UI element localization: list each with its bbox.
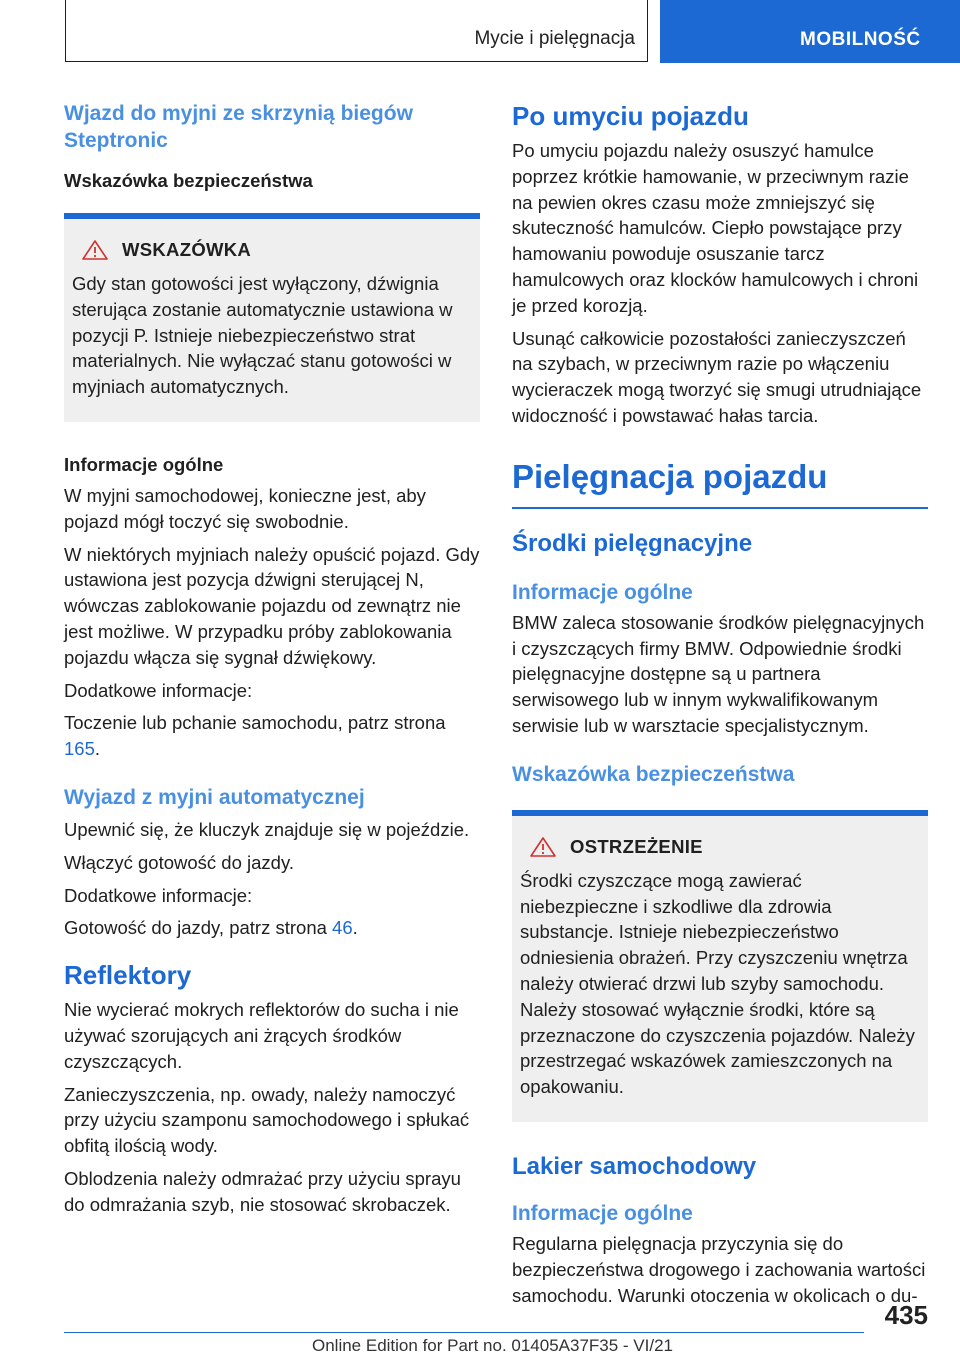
paragraph: Usunąć całkowicie pozostałości zanieczyszczeń na szybach, w przeciwnym razie po włączeniu wycieraczek mogą tworzyć się smugi utrudniające widoczność i powstawać hałas tarcia. [512,327,922,426]
notice-title: WSKAZÓWKA [122,239,252,260]
page-link-165[interactable]: 165 [64,738,95,760]
paragraph-with-link [64,915,480,941]
paragraph: BMW zaleca stosowanie środków pielęgnacyjnych i czyszczących firmy BMW. Odpowiednie środki pielęgnacyjne dostępne są u partnera serwisowego lub w innym wykwalifikowanym serwisie lub w warsztacie specjalistycznym. [512,611,925,736]
warning-triangle-icon [74,239,116,261]
warning-title: OSTRZEŻENIE [570,835,703,857]
heading-general-info: Informacje ogólne [512,580,693,604]
edition-info: Online Edition for Part no. 01405A37F35 - VI/21 [312,1336,674,1355]
punctuation: . [94,738,101,760]
heading-steptronic-entry: Wjazd do myjni ze skrzynią biegów Steptronic [64,102,413,152]
paragraph-with-link [64,710,480,762]
heading-paint: Lakier samochodowy [512,1152,757,1180]
safety-note-label: Wskazówka bezpieczeństwa [64,170,313,191]
heading-safety-note: Wskazówka bezpieczeństwa [512,762,795,786]
heading-exit-car-wash: Wyjazd z myjni automatycznej [64,785,365,809]
paragraph: Regularna pielęgnacja przyczynia się do bezpieczeństwa drogowego i zachowania wartości samochodu. Warunki otoczenia w okolicach o du- [512,1232,926,1306]
heading-care-products: Środki pielęgnacyjne [512,529,753,557]
notice-text: Gdy stan gotowości jest wyłączony, dźwignia sterująca zostanie automatycznie ustawiona w pozycji P. Istnieje niebezpieczeństwo strat materialnych. Nie wyłączać stanu gotowości w myjniach automatycznych. [72,273,453,398]
paragraph: Oblodzenia należy odmrażać przy użyciu sprayu do odmrażania szyb, nie stosować skrobaczek. [64,1167,461,1215]
notice-box [64,213,480,422]
chapter-tab[interactable] [660,0,960,63]
heading-general-info: Informacje ogólne [512,1201,693,1225]
warning-triangle-icon [522,836,564,858]
warning-box [512,810,928,1122]
punctuation: . [352,917,358,939]
page-number: 435 [884,1300,928,1330]
paragraph: Po umyciu pojazdu należy osuszyć hamulce poprzez krótkie hamowanie, w przeciwnym razie na pewien okres czasu może zmniejszyć się skuteczność hamulców. Ciepło powstające przy hamowaniu powoduje osuszanie tarcz hamulcowych oraz klocków hamulcowych i chroni je przed korozją. [512,140,919,316]
header-frame [65,0,648,62]
paragraph: Zanieczyszczenia, np. owady, należy namoczyć przy użyciu szamponu samochodowego i spłukać obfitą ilością wody. [64,1083,470,1157]
footer-divider [64,1332,864,1333]
paragraph-text: Gotowość do jazdy, patrz strona [64,917,333,939]
warning-text: Środki czyszczące mogą zawierać niebezpieczne i szkodliwe dla zdrowia substancje. Istnieje niebezpieczeństwo odniesienia obrażeń. Przy czyszczeniu wnętrza należy otwierać drzwi lub szyby samochodu. Należy stosować wyłącznie środki, które są przeznaczone do czyszczenia pojazdów. Należy przestrzegać wskazówek zamieszczonych na opakowaniu. [520,869,915,1098]
paragraph: Dodatkowe informacje: [64,679,253,701]
page-link-46[interactable]: 46 [332,917,353,939]
paragraph: Upewnić się, że kluczyk znajduje się w pojeździe. [64,818,470,840]
paragraph: W myjni samochodowej, konieczne jest, aby pojazd mógł toczyć się swobodnie. [64,484,426,532]
chapter-tab-label: MOBILNOŚĆ [800,29,921,50]
right-column [512,100,928,1315]
paragraph-text: Toczenie lub pchanie samochodu, patrz strona [64,712,446,734]
paragraph: Nie wycierać mokrych reflektorów do sucha i nie używać szorujących ani żrących środków czyszczących. [64,999,459,1072]
paragraph: Dodatkowe informacje: [64,884,253,906]
heading-headlights: Reflektory [64,960,192,991]
section-title: Mycie i pielęgnacja [474,28,635,49]
paragraph: Włączyć gotowość do jazdy. [64,851,294,873]
paragraph: W niektórych myjniach należy opuścić pojazd. Gdy ustawiona jest pozycja dźwigni sterującej N, wówczas zablokowanie pojazdu od zewnątrz nie jest możliwe. W przypadku próby zablokowania pojazdu włącza się sygnał dźwiękowy. [64,543,480,668]
general-info-label: Informacje ogólne [64,453,224,475]
heading-after-washing: Po umyciu pojazdu [512,101,749,131]
heading-vehicle-care: Pielęgnacja pojazdu [512,457,928,509]
left-column [64,100,480,1225]
